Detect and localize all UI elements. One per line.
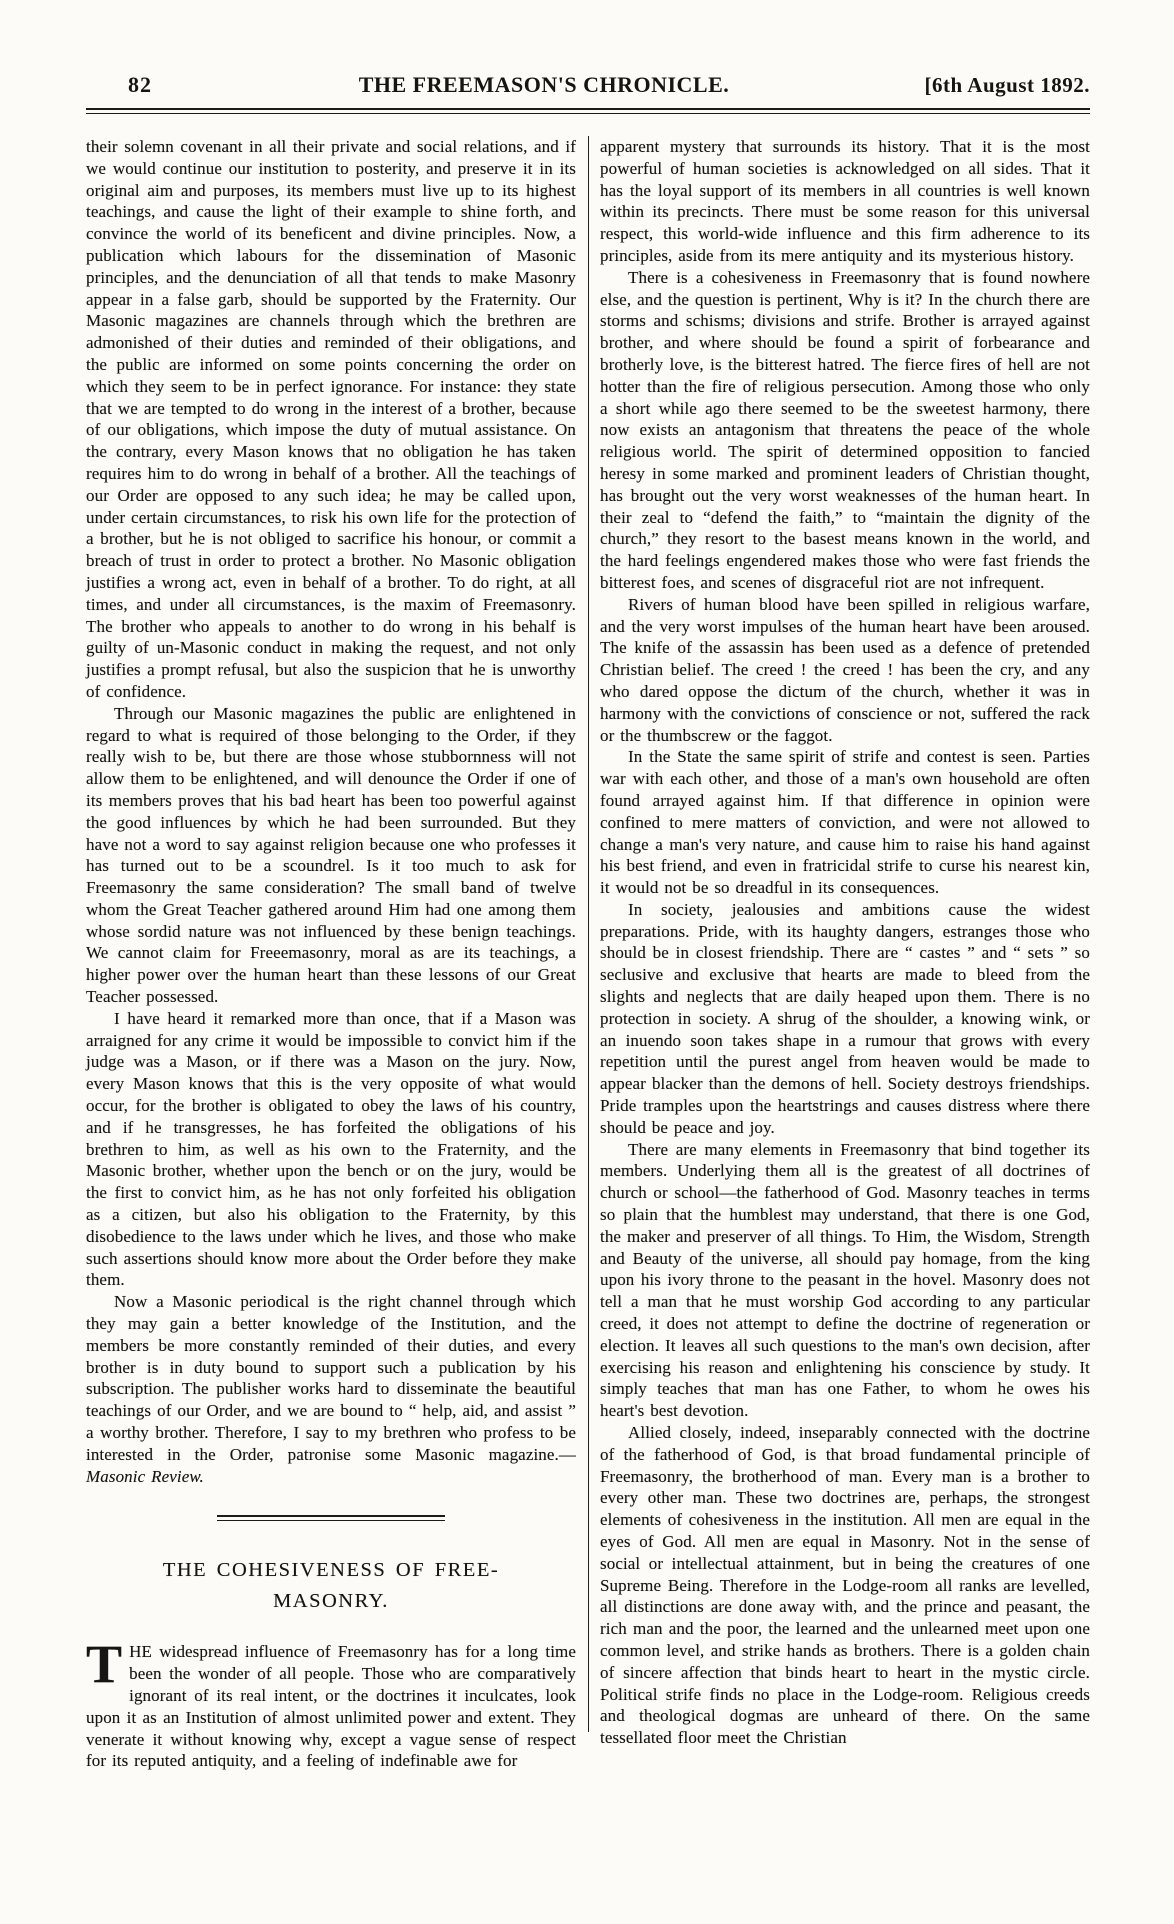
masthead-title: THE FREEMASON'S CHRONICLE. — [358, 72, 730, 97]
paragraph: I have heard it remarked more than once, that if a Mason was arraigned for any crime it would be impossible to convict him if the judge was a Mason, or if there was a Mason on the jury. Now, every Mason knows that this is the very opposite of what would occur, for the brother is obligated to obey the laws of his country, and if he transgresses, he has forfeited the obligations of his brethren to him, as well as his own to the Fraternity, and the Masonic brother, whether upon the bench or on the jury, would be the first to convict him, as he has not only forfeited his obligation as a citizen, but also his obligation to the Fraternity, by this disobedience to the laws under which he lives, and those who make such assertions should know more about the Order before they make them. — [86, 1008, 576, 1290]
paragraph: There is a cohesiveness in Freemasonry that is found nowhere else, and the question is pertinent, Why is it? In the church there are storms and schisms; divisions and strife. Brother is arrayed against brother, and where should be found a spirit of forbearance and brotherly love, is the bitterest hatred. The fierce fires of hell are not hotter than the fire of religious persecution. Among those who only a short while ago there seemed to be the sweetest harmony, there now exists an antagonism that threatens the peace of the whole religious world. The spirit of determined opposition to fancied heresy in some marked and prominent leaders of Christian thought, has brought out the very worst weaknesses of the human heart. In their zeal to “defend the faith,” to “maintain the dignity of the church,” they resort to the basest means known in the world, and the hard feelings engendered makes those who were fast friends the bitterest foes, and scenes of disgraceful riot are not infrequent. — [600, 267, 1090, 592]
article-2-opening-text: HE widespread influence of Freemasonry has for a long time been the wonder of all people. Those who are comparatively ignorant of its real intent, or the doctrines it inculcates, look upon it as an Institution of almost unlimited power and extent. They venerate it without knowing why, except a vague sense of respect for its reputed antiquity, and a feeling of indefinable awe for — [86, 1642, 576, 1771]
page-body — [0, 114, 1174, 1772]
paragraph: apparent mystery that surrounds its history. That it is the most powerful of human societies is acknowledged on all sides. That it has the loyal support of its members in all countries is well known within its precincts. There must be some reason for this universal respect, this world-wide influence and this firm adherence to its principles, aside from its mere antiquity and its mysterious history. — [600, 137, 1090, 265]
paragraph: Allied closely, indeed, inseparably connected with the doctrine of the fatherhood of God, is that broad fundamental principle of Freemasonry, the brotherhood of man. Every man is a brother to every other man. These two doctrines are, perhaps, the strongest elements of cohesiveness in the institution. All men are equal in the eyes of God. All men are equal in Masonry. Not in the sense of social or intellectual attainment, but in being the creatures of one Supreme Being. Therefore in the Lodge-room all ranks are levelled, all distinctions are done away with, and the prince and peasant, the rich man and the poor, the learned and the unlearned meet upon one common level, and strike hands as brothers. There is a golden chain of sincere affection that binds heart to heart in the mystic circle. Political strife finds no place in the Lodge-room. Religious creeds and theological dogmas are unheard of there. On the same tessellated floor meet the Christian — [600, 1423, 1090, 1748]
column-divider-rule — [588, 136, 589, 1732]
page-header — [0, 0, 1174, 98]
article-1-continuation — [86, 136, 576, 1487]
article-2-title-line-1: THE COHESIVENESS OF FREE- — [162, 1559, 500, 1582]
paragraph: Now a Masonic periodical is the right channel through which they may gain a better knowledge of the Institution, and the members be more constantly reminded of their duties, and every brother is in duty bound to support such a publication by his subscription. The publisher works hard to disseminate the beautiful teachings of our Order, and we are bound to “ help, aid, and assist ” a worthy brother. Therefore, I say to my brethren who profess to be interested in the Order, patronise some Masonic magazine.—Masonic Review. — [86, 1292, 576, 1486]
paragraph: In society, jealousies and ambitions cause the widest preparations. Pride, with its haughty dangers, estranges those who should be in closest friendship. There are “ castes ” and “ sets ” so seclusive and exclusive that hearts are made to bleed from the slights and neglects that are daily heaped upon them. There is no protection in society. A shrug of the shoulder, a knowing wink, or an inuendo soon takes shape in a rumour that grows with every repetition until the purest angel from heaven would be made to appear blacker than the demons of hell. Society destroys friendships. Pride tramples upon the heartstrings and causes distress where there should be peace and joy. — [600, 899, 1090, 1137]
issue-date: [6th August 1892. — [924, 73, 1090, 97]
article-2-title-line-2: MASONRY. — [273, 1590, 389, 1613]
drop-cap: T — [86, 1634, 123, 1695]
paragraph: In the State the same spirit of strife and contest is seen. Parties war with each other, and those of a man's own household are often found arrayed against him. If that difference in opinion were confined to mere matters of conviction, and were not allowed to change a man's very nature, and cause him to raise his hand against his best friend, and even in fratricidal strife to curse his nearest kin, it would not be so dreadful in its consequences. — [600, 747, 1090, 898]
article-divider-rule — [217, 1515, 445, 1521]
article-2-continuation — [600, 136, 1090, 1749]
attribution: Masonic Review. — [86, 1466, 204, 1486]
paragraph: their solemn covenant in all their private and social relations, and if we would continue our institution to posterity, and preserve it in its original aim and purposes, its members must live up to its highest teachings, and cause the light of their example to shine forth, and convince the world of its beneficent and divine principles. Now, a publication which labours for the dissemination of Masonic principles, and the denunciation of all that tends to make Masonry appear in a false garb, should be supported by the Fraternity. Our Masonic magazines are channels through which the brethren are admonished of their duties and reminded of their obligations, and the public are informed on some points concerning the order on which they seem to be in perfect ignorance. For instance: they state that we are tempted to do wrong in the interest of a brother, because of our obligations, which impose the duty of mutual assistance. On the contrary, every Mason knows that no obligation he has taken requires him to do wrong in behalf of a brother. All the teachings of our Order are opposed to any such idea; he may be called upon, under certain circumstances, to risk his own life for the protection of a brother, but he is not obliged to sacrifice his honour, or commit a breach of trust in order to protect a brother. No Masonic obligation justifies a wrong act, even in behalf of a brother. To do right, at all times, and under all circumstances, is the maxim of Freemasonry. The brother who appeals to another to do wrong in his behalf is guilty of un-Masonic conduct in making the request, and not only justifies a prompt refusal, but also the suspicion that he is unworthy of confidence. — [86, 137, 577, 701]
paragraph: Rivers of human blood have been spilled in religious warfare, and the very worst impulses of the human heart have been aroused. The knife of the assassin has been used as a defence of pretended Christian belief. The creed ! the creed ! has been the cry, and any who dared oppose the dictum of the church, whether it was in harmony with the convictions of conscience or not, suffered the rack or the thumbscrew or the faggot. — [600, 594, 1090, 745]
page-number: 82 — [128, 72, 152, 97]
article-2-title — [86, 1555, 576, 1617]
paragraph: Through our Masonic magazines the public are enlightened in regard to what is required of those belonging to the Order, if they really wish to be, but there are those whose stubbornness will not allow them to be enlightened, and will denounce the Order if one of its members proves that his bad heart has been too powerful against the good influences by which he had been surrounded. But they have not a word to say against religion because one who professes it has turned out to be a scoundrel. Is it too much to ask for Freemasonry the same consideration? The small band of twelve whom the Great Teacher gathered around Him had one among them whose sordid nature was not influenced by these benign teachings. We cannot claim for Freeemasonry, moral as are its teachings, a higher power over the human heart than these lessons of our Great Teacher possessed. — [86, 703, 576, 1007]
paragraph: There are many elements in Freemasonry that bind together its members. Underlying them all is the greatest of all doctrines of church or school—the fatherhood of God. Masonry teaches in terms so plain that the humblest may understand, that there is one God, the maker and preserver of all things. To Him, the Wisdom, Strength and Beauty of the universe, all should pay homage, from the king upon his ivory throne to the peasant in the hovel. Masonry does not tell a man that he must worship God according to any particular creed, it does not attempt to define the doctrine of regeneration or election. It leaves all such questions to the man's own decision, after exercising his reason and enlightening his conscience by study. It simply teaches that man has one Father, to whom he owes his heart's best devotion. — [600, 1139, 1090, 1421]
article-2-opening-paragraph — [86, 1634, 576, 1772]
left-column — [86, 136, 576, 1772]
right-column — [600, 136, 1090, 1772]
